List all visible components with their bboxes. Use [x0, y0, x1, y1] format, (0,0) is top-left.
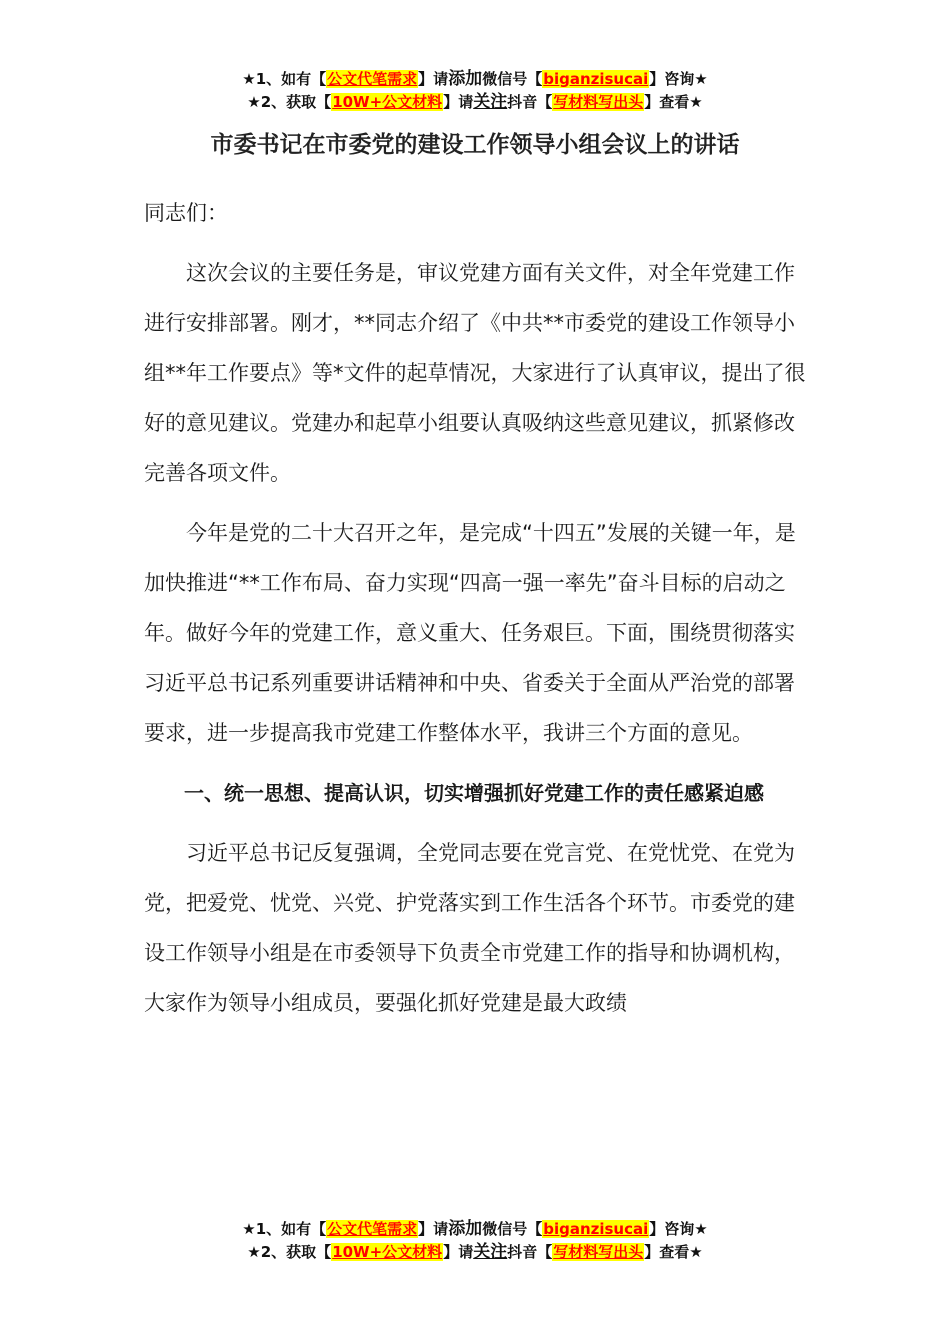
banner-text: 】咨询★ — [649, 70, 708, 88]
banner-line-2 — [0, 1241, 950, 1264]
banner-line-2 — [0, 91, 950, 114]
banner-text: 】请 — [418, 1220, 449, 1238]
document-title: 市委书记在市委党的建设工作领导小组会议上的讲话 — [210, 132, 740, 158]
banner-text: 】请 — [443, 1243, 474, 1261]
paragraph: 今年是党的二十大召开之年，是完成“十四五”发展的关键一年，是加快推进“**工作布局、奋力实现“四高一强一率先”奋斗目标的启动之年。做好今年的党建工作，意义重大、任务艰巨。下面，围绕贯彻落实习近平总书记系列重要讲话精神和中央、省委关于全面从严治党的部署要求，进一步提高我市党建工作整体水平，我讲三个方面的意见。 — [144, 521, 796, 745]
banner-line-1 — [0, 1218, 950, 1241]
banner-text: 】查看★ — [644, 1243, 703, 1261]
banner-highlight: 10W+公文材料 — [332, 93, 443, 111]
banner-text: ★1、如有【 — [242, 1220, 327, 1238]
banner-highlight: 公文代笔需求 — [327, 70, 418, 88]
banner-emphasis: 关注 — [473, 1242, 508, 1262]
banner-text: 微信号【 — [482, 1220, 543, 1238]
banner-line-1 — [0, 68, 950, 91]
top-banner — [0, 68, 950, 114]
document-body — [144, 188, 806, 1028]
banner-emphasis: 添加 — [448, 1219, 483, 1239]
banner-text: 微信号【 — [482, 70, 543, 88]
paragraph: 这次会议的主要任务是，审议党建方面有关文件，对全年党建工作进行安排部署。刚才，**同志介绍了《中共**市委党的建设工作领导小组**年工作要点》等*文件的起草情况，大家进行了认真审议，提出了很好的意见建议。党建办和起草小组要认真吸纳这些意见建议，抓紧修改完善各项文件。 — [144, 261, 806, 485]
banner-text: 抖音【 — [507, 1243, 553, 1261]
banner-emphasis: 添加 — [448, 69, 483, 89]
banner-text: ★2、获取【 — [247, 1243, 332, 1261]
banner-text: 】请 — [418, 70, 449, 88]
banner-text: ★2、获取【 — [247, 93, 332, 111]
banner-text: 抖音【 — [507, 93, 553, 111]
banner-highlight: biganzisucai — [543, 70, 649, 88]
banner-text: 】请 — [443, 93, 474, 111]
banner-text: 】查看★ — [644, 93, 703, 111]
section-heading: 一、统一思想、提高认识，切实增强抓好党建工作的责任感紧迫感 — [184, 781, 764, 805]
banner-highlight: biganzisucai — [543, 1220, 649, 1238]
banner-highlight: 写材料写出头 — [553, 1243, 644, 1261]
banner-highlight: 公文代笔需求 — [327, 1220, 418, 1238]
banner-text: 】咨询★ — [649, 1220, 708, 1238]
banner-text: ★1、如有【 — [242, 70, 327, 88]
paragraph: 习近平总书记反复强调，全党同志要在党言党、在党忧党、在党为党，把爱党、忧党、兴党、护党落实到工作生活各个环节。市委党的建设工作领导小组是在市委领导下负责全市党建工作的指导和协调机构，大家作为领导小组成员，要强化抓好党建是最大政绩 — [144, 841, 795, 1015]
banner-highlight: 10W+公文材料 — [332, 1243, 443, 1261]
greeting: 同志们： — [144, 201, 228, 225]
bottom-banner — [0, 1218, 950, 1264]
banner-emphasis: 关注 — [473, 92, 508, 112]
banner-highlight: 写材料写出头 — [553, 93, 644, 111]
